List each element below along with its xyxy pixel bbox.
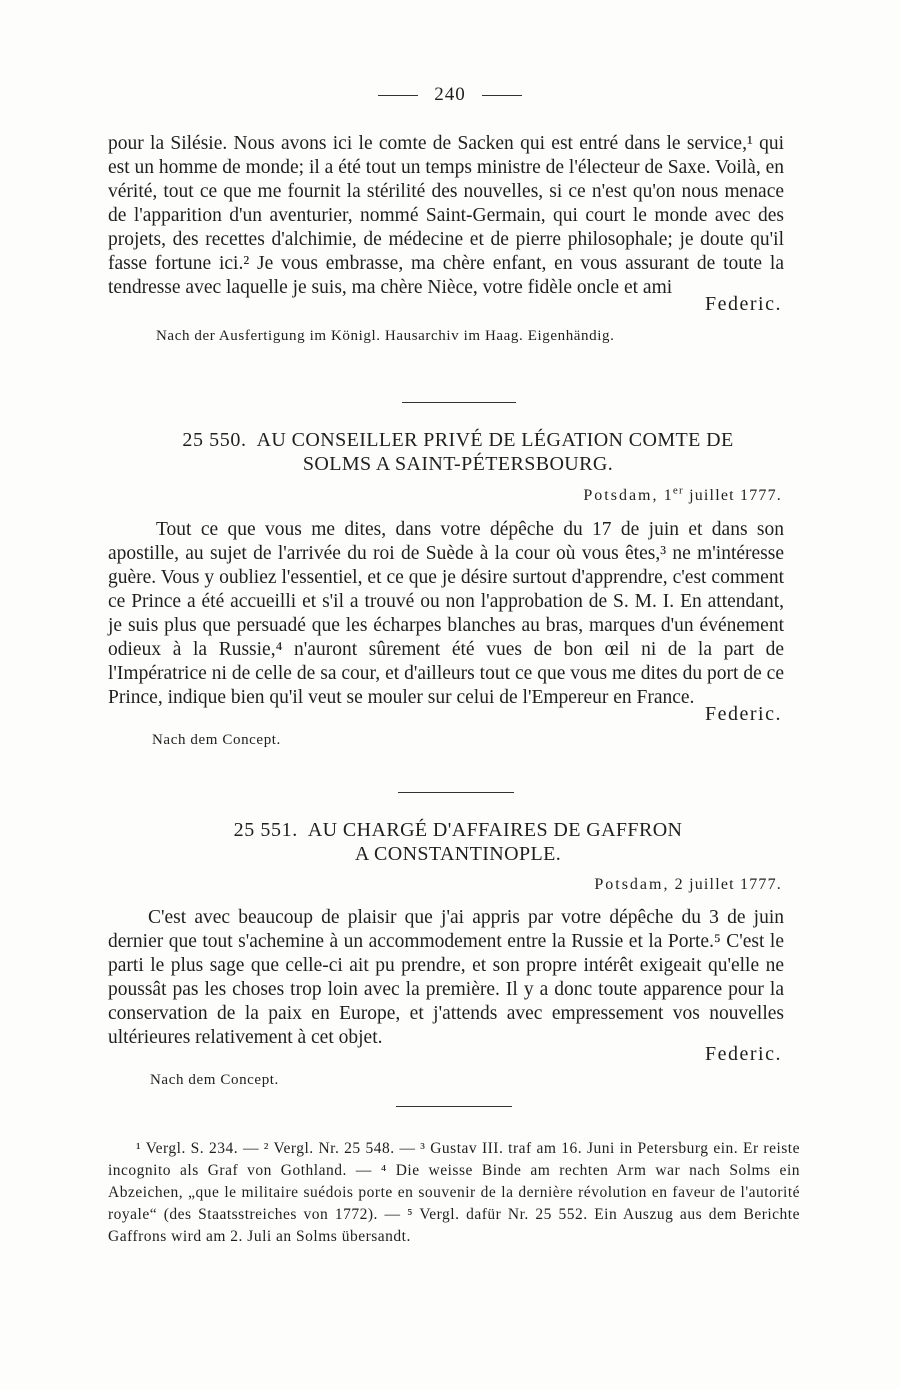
footnotes-text: ¹ Vergl. S. 234. — ² Vergl. Nr. 25 548. — ³ Gustav III. traf am 16. Juni in Petersburg ein. Er reiste incognito als Graf von Gothland. — ⁴ Die weisse Binde am rechten Arm war nach Solms ein Abzeichen, „que le militaire suédois porte en souvenir de la dernière révolution en faveur de l'autorité royale“ (des Staatsstreiches von 1772). — ⁵ Vergl. dafür Nr. 25 552. Ein Auszug aus dem Berichte Gaffrons wird am 2. Juli an Solms übersandt.	[108, 1140, 800, 1245]
letter-title-line2: A CONSTANTINOPLE.	[354, 843, 562, 865]
letter-heading-line1	[108, 428, 808, 452]
letter-title-line2: SOLMS A SAINT-PÉTERSBOURG.	[302, 453, 614, 475]
top-letter-signature: Federic.	[705, 293, 782, 315]
letter-heading-line1	[108, 818, 808, 842]
letter-signature: Federic.	[705, 703, 782, 725]
dateline-day: 1	[663, 487, 673, 504]
dateline-date: 2 juillet 1777.	[674, 876, 782, 893]
page-number: 240	[434, 84, 466, 105]
dateline-place: Potsdam,	[594, 876, 670, 893]
dateline-rest: juillet 1777.	[689, 487, 782, 504]
letter-body-25550	[108, 518, 784, 752]
page-header	[0, 84, 900, 106]
letter-heading-25550	[108, 428, 808, 476]
letter-body-25551	[108, 906, 784, 1092]
separator-rule	[402, 402, 516, 403]
letter-paragraph: Tout ce que vous me dites, dans votre dépêche du 17 de juin et dans son apostille, au sujet de l'arrivée du roi de Suède à la cour où vous êtes,³ ne m'intéresse guère. Vous y oubliez l'essentiel, et ce que je désire surtout d'apprendre, c'est comment ce Prince a été accueilli et s'il a trouvé ou non l'approbation de S. M. I. En attendant, je suis plus que persuadé que les écharpes blanches au bras, marques d'un événement odieux à la Russie,⁴ n'auront sûrement été vues de bon œil ni de la part de l'Impératrice ni de celle de sa cour, et d'ailleurs tout ce que vous me dites du port de ce Prince, indique bien qu'il veut se mouler sur celui de l'Empereur en France.	[108, 519, 784, 708]
letter-source-note: Nach dem Concept.	[150, 1072, 279, 1088]
separator-rule	[396, 1106, 512, 1107]
dateline-place: Potsdam,	[583, 487, 659, 504]
top-letter	[108, 132, 784, 348]
header-dash-left	[378, 95, 418, 96]
letter-heading-25551	[108, 818, 808, 866]
dateline-day-suffix: er	[672, 484, 684, 497]
separator-rule	[398, 792, 514, 793]
header-dash-right	[482, 95, 522, 96]
letter-source-note: Nach dem Concept.	[152, 732, 281, 748]
letter-title-line1: AU CHARGÉ D'AFFAIRES DE GAFFRON	[307, 819, 683, 841]
letter-paragraph: C'est avec beaucoup de plaisir que j'ai appris par votre dépêche du 3 de juin dernier que tout s'achemine à un accommodement entre la Russie et la Porte.⁵ C'est le parti le plus sage que celle-ci ait pu prendre, et son propre intérêt exigeait qu'elle ne poussât pas les choses trop loin avec la première. Il y a donc toute apparence pour la conservation de la paix en Europe, et j'attends avec empressement vos nouvelles ultérieures relativement à cet objet.	[108, 907, 784, 1048]
top-letter-paragraph: pour la Silésie. Nous avons ici le comte de Sacken qui est entré dans le service,¹ qui est un homme de monde; il a été tout un temps ministre de l'électeur de Saxe. Voilà, en vérité, tout ce que me fournit la stérilité des nouvelles, si ce n'est qu'on nous menace de l'apparition d'un aventurier, nommé Saint-Germain, qui court le monde avec des projets, des recettes d'alchimie, de médecine et de pierre philosophale; je doute qu'il fasse fortune ici.² Je vous embrasse, ma chère enfant, en vous assurant de toute la tendresse avec laquelle je suis, ma chère Nièce, votre fidèle oncle et ami	[108, 133, 784, 298]
letter-title-line1: AU CONSEILLER PRIVÉ DE LÉGATION COMTE DE	[256, 429, 734, 451]
letter-dateline-25550	[583, 484, 782, 505]
letter-number: 25 550.	[182, 429, 247, 451]
letter-number: 25 551.	[233, 819, 298, 841]
letter-dateline-25551	[594, 876, 782, 894]
letter-signature: Federic.	[705, 1043, 782, 1065]
footnotes	[108, 1138, 800, 1248]
top-letter-source-note: Nach der Ausfertigung im Königl. Hausarchiv im Haag. Eigenhändig.	[156, 328, 615, 344]
